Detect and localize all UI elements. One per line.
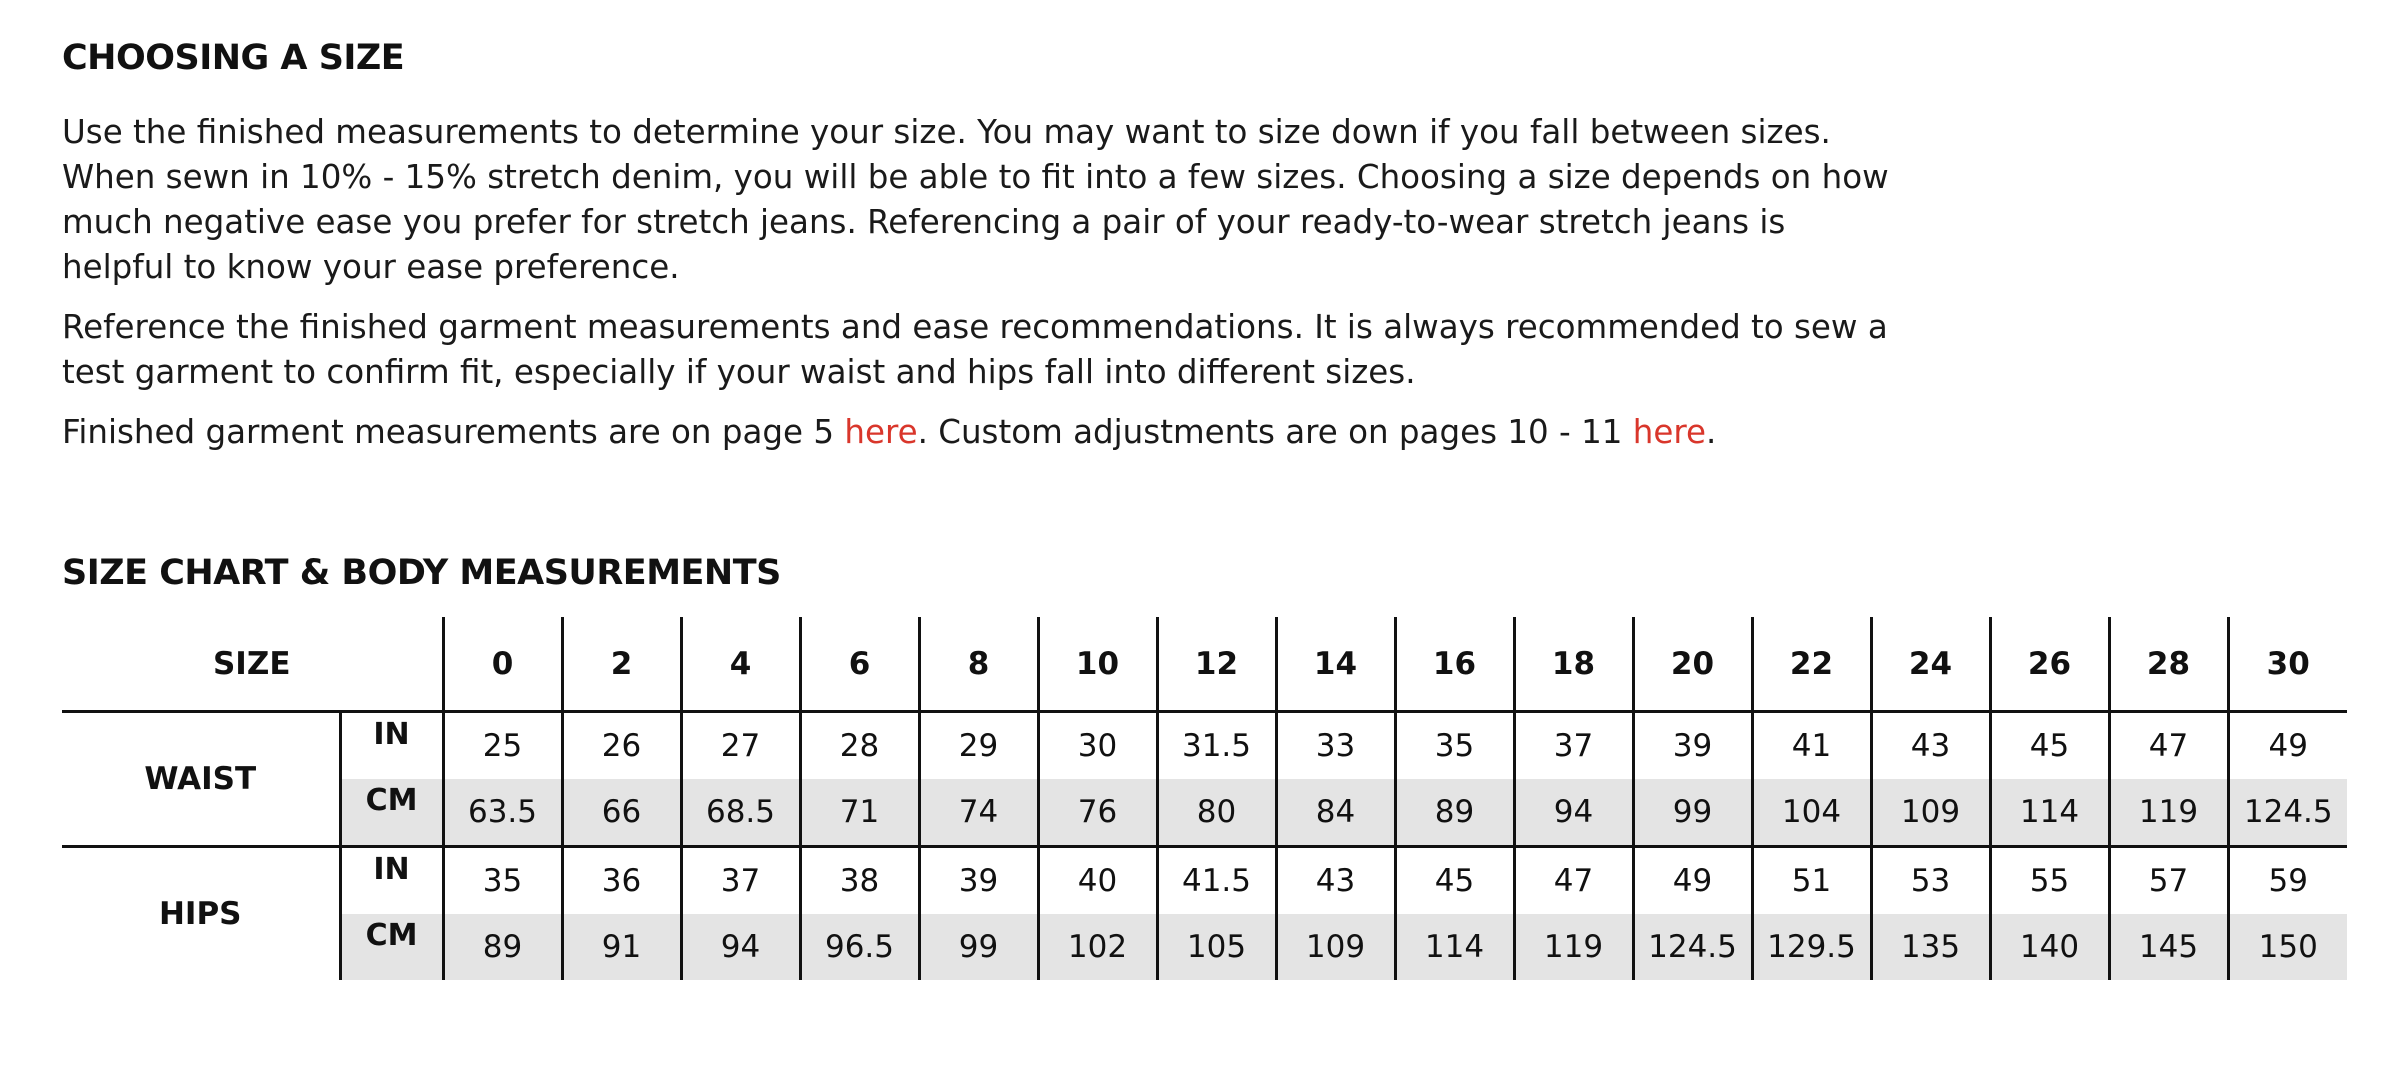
measurements-here-link[interactable]: here [844,413,918,451]
links-text-1: Finished garment measurements are on page 5 [62,413,845,451]
table-row [62,712,2347,780]
measurement-cell: 47 [2109,712,2228,780]
measurement-cell: 124.5 [1633,914,1752,980]
intro-paragraph: Use the finished measurements to determine your size. You may want to size down if you fall between sizes. When sewn in 10% - 15% stretch denim, you will be able to fit into a few sizes. Choosing a size depends on how much negative ease you prefer for stretch jeans. Referencing a pair of your ready-to-wear stretch jeans is helpful to know your ease preference. [62,113,1889,286]
table-row [62,779,2347,847]
choosing-size-copy [62,110,1902,470]
measurement-cell: 129.5 [1752,914,1871,980]
measurement-cell: 74 [919,779,1038,847]
size-chart-table [62,617,2347,980]
size-column-header: 16 [1395,617,1514,712]
measurement-cell: 39 [1633,712,1752,780]
measurement-cell: 27 [681,712,800,780]
measurement-cell: 49 [2228,712,2347,780]
measurement-cell: 30 [1038,712,1157,780]
measurement-cell: 39 [919,847,1038,915]
measurement-cell: 68.5 [681,779,800,847]
measurement-cell: 150 [2228,914,2347,980]
links-text-3: . [1706,413,1717,451]
measurement-cell: 114 [1990,779,2109,847]
measurement-cell: 51 [1752,847,1871,915]
size-table-body [62,712,2347,981]
size-column-header: 6 [800,617,919,712]
measurement-cell: 63.5 [443,779,562,847]
measurement-cell: 33 [1276,712,1395,780]
measurement-cell: 31.5 [1157,712,1276,780]
measurement-cell: 94 [1514,779,1633,847]
measurement-cell: 43 [1871,712,1990,780]
size-header-row [62,617,2347,712]
size-column-header: 14 [1276,617,1395,712]
size-column-header: 26 [1990,617,2109,712]
measurement-cell: 124.5 [2228,779,2347,847]
size-column-header: 22 [1752,617,1871,712]
measurement-cell: 135 [1871,914,1990,980]
unit-label: CM [340,779,443,847]
measurement-cell: 37 [681,847,800,915]
measurement-cell: 26 [562,712,681,780]
measurement-cell: 102 [1038,914,1157,980]
measurement-cell: 29 [919,712,1038,780]
table-row [62,914,2347,980]
measurement-cell: 59 [2228,847,2347,915]
measurement-cell: 43 [1276,847,1395,915]
measurement-cell: 105 [1157,914,1276,980]
measurement-cell: 49 [1633,847,1752,915]
table-row [62,847,2347,915]
size-column-header: 2 [562,617,681,712]
measurement-cell: 35 [1395,712,1514,780]
size-column-header: 0 [443,617,562,712]
reference-paragraph: Reference the finished garment measurements and ease recommendations. It is always recommended to sew a test garment to confirm fit, especially if your waist and hips fall into different sizes. [62,308,1888,391]
measurement-cell: 45 [1395,847,1514,915]
measurement-cell: 41 [1752,712,1871,780]
measurement-group-label: WAIST [62,712,340,847]
measurement-cell: 89 [443,914,562,980]
unit-label: IN [340,712,443,780]
measurement-cell: 47 [1514,847,1633,915]
adjustments-here-link[interactable]: here [1632,413,1707,451]
unit-label: IN [340,847,443,915]
measurement-cell: 55 [1990,847,2109,915]
measurement-cell: 80 [1157,779,1276,847]
measurement-cell: 104 [1752,779,1871,847]
measurement-cell: 99 [919,914,1038,980]
measurement-cell: 96.5 [800,914,919,980]
measurement-cell: 94 [681,914,800,980]
measurement-cell: 38 [800,847,919,915]
size-column-header: 30 [2228,617,2347,712]
measurement-cell: 25 [443,712,562,780]
size-column-header: 24 [1871,617,1990,712]
links-text-2: . Custom adjustments are on pages 10 - 11 [917,413,1633,451]
measurement-cell: 109 [1276,914,1395,980]
measurement-cell: 66 [562,779,681,847]
measurement-cell: 84 [1276,779,1395,847]
measurement-group-label: HIPS [158,896,242,932]
measurement-cell: 53 [1871,847,1990,915]
choosing-size-heading: CHOOSING A SIZE [62,38,405,78]
measurement-cell: 119 [2109,779,2228,847]
size-column-header: 28 [2109,617,2228,712]
size-column-header: 4 [681,617,800,712]
unit-label: CM [340,914,443,980]
measurement-cell: 40 [1038,847,1157,915]
measurement-cell: 35 [443,847,562,915]
size-column-header: 18 [1514,617,1633,712]
links-paragraph [62,410,1902,455]
measurement-cell: 99 [1633,779,1752,847]
measurement-cell: 36 [562,847,681,915]
size-header-label: SIZE [62,617,443,712]
size-column-header: 20 [1633,617,1752,712]
size-column-header: 10 [1038,617,1157,712]
measurement-cell: 71 [800,779,919,847]
measurement-cell: 91 [562,914,681,980]
measurement-cell: 109 [1871,779,1990,847]
measurement-cell: 57 [2109,847,2228,915]
measurement-cell: 76 [1038,779,1157,847]
size-chart-heading: SIZE CHART & BODY MEASUREMENTS [62,553,781,593]
measurement-cell: 41.5 [1157,847,1276,915]
measurement-cell: 37 [1514,712,1633,780]
measurement-cell: 28 [800,712,919,780]
measurement-cell: 119 [1514,914,1633,980]
measurement-cell: 45 [1990,712,2109,780]
measurement-cell: 114 [1395,914,1514,980]
measurement-cell: 145 [2109,914,2228,980]
size-column-header: 12 [1157,617,1276,712]
measurement-cell: 140 [1990,914,2109,980]
measurement-cell: 89 [1395,779,1514,847]
size-column-header: 8 [919,617,1038,712]
